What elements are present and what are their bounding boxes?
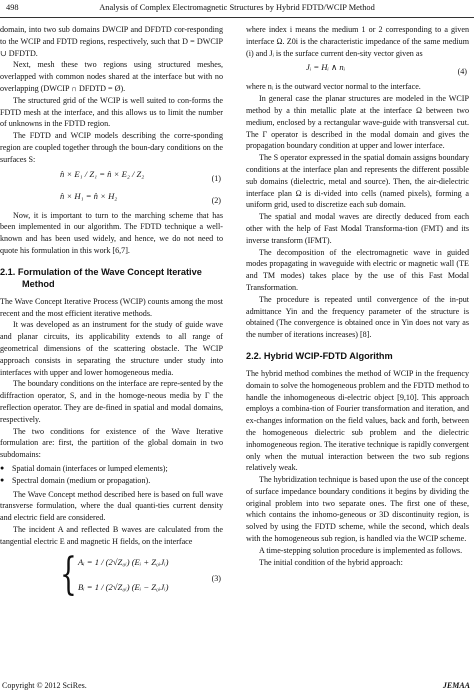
bullet-item: ● Spectral domain (medium or propagation). bbox=[0, 475, 223, 487]
paragraph: The hybrid method combines the method of WCIP in the frequency domain to solve the homogeneous problem and the FDTD method to handle the inhomogeneous di-electric object [9,10]. This approach employs a combina-tion of Fourier transformation and iteration, and ex-changes information on the field values, back and forth, between the homogeneous dielectric sub problem and the dielectric inhomogeneous region. The iterative technique is rapidly convergent only when the mutual interaction between the two sub regions relatively weak. bbox=[246, 368, 469, 473]
equation-2 bbox=[0, 188, 223, 210]
bullet-list bbox=[0, 463, 223, 487]
equation-2-number: (2) bbox=[211, 195, 221, 205]
paragraph: The boundary conditions on the interface are repre-sented by the diffraction operator, S, and in the homoge-neous media by Γ the reflection operator. They are de-fined in spatial and modal domains, respectively. bbox=[0, 379, 223, 424]
paragraph: The Wave Concept Iterative Process (WCIP) counts among the most recent and the most efficient iterative methods. bbox=[0, 296, 223, 318]
page-number: 498 bbox=[6, 3, 19, 12]
equation-2-body: n̂ × H₁ = n̂ × H₂ bbox=[60, 190, 118, 201]
paragraph: where index i means the medium 1 or 2 corresponding to a given interface Ω. Z0i is the characteristic impedance of the same medium (i) and Jᵢ is the surface current den-sity vector given as bbox=[246, 25, 469, 58]
equation-4 bbox=[246, 59, 469, 81]
right-column bbox=[246, 24, 469, 568]
equation-1 bbox=[0, 166, 223, 188]
section-heading-2-2: 2.2. Hybrid WCIP-FDTD Algorithm bbox=[246, 350, 393, 361]
paragraph: The incident A and reflected B waves are calculated from the tangential electric E and magnetic H fields, on the interface bbox=[0, 524, 223, 546]
paragraph: A time-stepping solution procedure is implemented as follows. bbox=[259, 545, 463, 555]
equation-3-number: (3) bbox=[211, 574, 221, 584]
equation-4-body: Jᵢ = Hᵢ ∧ nᵢ bbox=[306, 62, 346, 73]
running-title: Analysis of Complex Electromagnetic Structures by Hybrid FDTD/WCIP Method bbox=[99, 3, 375, 12]
equation-3 bbox=[0, 551, 223, 607]
paragraph: It was developed as an instrument for the study of guide wave and planar circuits, its applicability extends to all range of geometrical dimensions of the scattering obstacle. The WCIP approach consists in separating the structure under study into interfaces with upper and lower homogeneous media. bbox=[0, 320, 223, 377]
paragraph: In general case the planar structures are modeled in the WCIP method by a thin metallic plate at the interface Ω between two medium, enclosed by a rectangular wave-guide with transversal cut. The Γ operator is described in the modal domain and gives the propagation boundary condition at upper and lower interface. bbox=[246, 94, 469, 151]
copyright-text: Copyright © 2012 SciRes. bbox=[2, 681, 87, 690]
equation-4-number: (4) bbox=[457, 67, 467, 77]
bullet-item: ● Spatial domain (interfaces or lumped elements); bbox=[0, 463, 223, 475]
paragraph: The procedure is repeated until convergence of the in-put admittance Yin and the frequency parameter of the structure is obtained (The convergence is obtained once in Yin does not vary as the number of iterations increases) [8]. bbox=[246, 294, 469, 340]
paragraph: The Wave Concept method described here is based on full wave transverse formulation, where the dual quanti-ties current density and electric field are considered. bbox=[0, 489, 223, 523]
journal-name: JEMAA bbox=[442, 681, 470, 690]
paragraph: The two conditions for existence of the Wave Iterative formulation are: first, the partition of the global domain in two subdomains: bbox=[0, 426, 223, 460]
paragraph: Now, it is important to turn to the marching scheme that has been implemented in our algorithm. The FDTD technique a well-known and has been used widely, and hence, we do not need to quote his formulation in this work [6,7]. bbox=[0, 210, 223, 255]
paragraph: The decomposition of the electromagnetic wave in guided modes propagating in waveguide with electric or magnetic wall (TE and TM modes) takes place by the use of this Fast Modal Transformation. bbox=[246, 247, 469, 292]
header-rule bbox=[0, 17, 474, 18]
paragraph: The FDTD and WCIP models describing the corre-sponding region are coupled together through the boun-dary conditions on the surfaces S: bbox=[0, 131, 223, 164]
paragraph: The S operator expressed in the spatial domain assigns boundary conditions at the interface plan and represents the different possible sub domains (dielectric, metal and source). Then, the air-dielectric interface plan Ω is di-vided into cells (named pixels), forming a uniform grid, used to discretize each sub domain. bbox=[246, 153, 469, 210]
equation-3-line-b: Bᵢ = 1 / (2√Z₀ᵢ) (Eᵢ − Z₀ᵢJᵢ) bbox=[78, 582, 169, 593]
left-brace-icon: { bbox=[60, 549, 77, 601]
left-column bbox=[0, 24, 223, 613]
equation-3-line-a: Aᵢ = 1 / (2√Z₀ᵢ) (Eᵢ + Z₀ᵢJᵢ) bbox=[78, 557, 169, 568]
paragraph: The initial condition of the hybrid approach: bbox=[259, 557, 403, 567]
paragraph: Next, mesh these two regions using structured meshes, overlapped with common nodes shared at the interface but with no overlapping (DWCIP ∩ DFDTD = Ø). bbox=[0, 60, 223, 93]
page-header bbox=[6, 2, 468, 14]
page-footer bbox=[0, 681, 474, 692]
section-heading-2-1: 2.1. Formulation of the Wave Concept Iterative Method bbox=[0, 266, 202, 289]
paragraph: where nᵢ is the outward vector normal to the interface. bbox=[246, 82, 421, 92]
equation-1-body: n̂ × E₁ / Z₁ = n̂ × E₂ / Z₂ bbox=[60, 168, 145, 179]
equation-1-number: (1) bbox=[211, 173, 221, 183]
paragraph: The structured grid of the WCIP is well suited to con-forms the FDTD mesh at the interface, and this allows us to limit the number of unknowns in the FDTD region. bbox=[0, 95, 223, 129]
paragraph: The hybridization technique is based upon the use of the concept of surface impedance boundary conditions it begins by dividing the original problem into two separate ones. The first one of these, which contains the inhomo-geneous or 3D discontinuity region, is solved by using the FDTD scheme, while the second, which deals with the homogeneous sub region, is handled via the WCIP scheme. bbox=[246, 475, 469, 544]
paragraph: The spatial and modal waves are directly deduced from each other with the help of Fast Modal Transforma-tion (FMT) and its inverse transform (IFMT). bbox=[246, 212, 469, 245]
paragraph: domain, into two sub domains DWCIP and DFDTD cor-responding to the WCIP and FDTD regions, respectively, such that D = DWCIP ∪ DFDTD. bbox=[0, 25, 223, 58]
